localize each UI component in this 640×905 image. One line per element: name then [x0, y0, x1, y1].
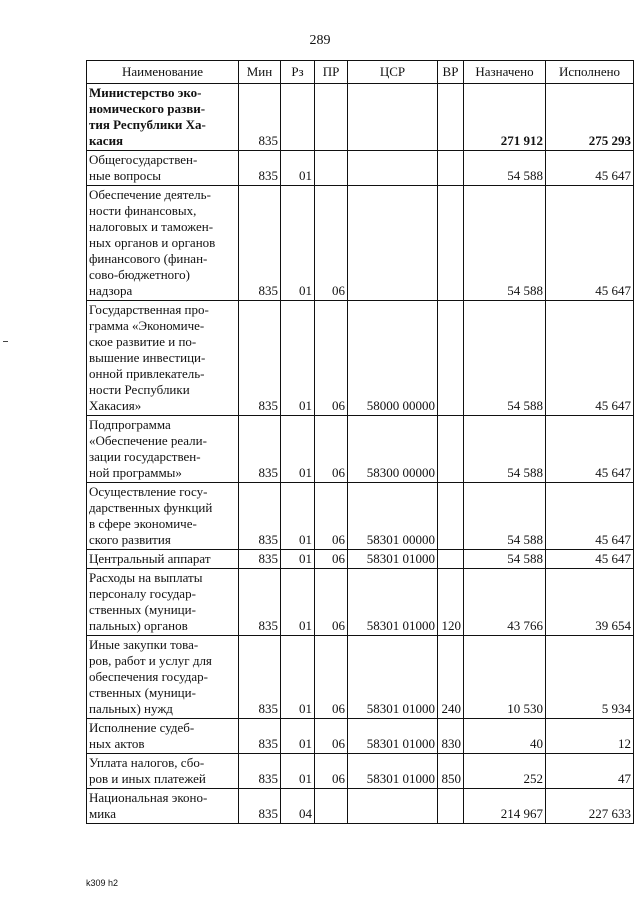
executed-cell: 39 654 [546, 569, 634, 636]
row-name-cell: Исполнение судеб- ных актов [87, 719, 239, 754]
executed-cell: 45 647 [546, 151, 634, 186]
executed-cell: 45 647 [546, 550, 634, 569]
min-cell: 835 [239, 84, 281, 151]
row-name-cell: Расходы на выплаты персоналу государ- ственных (муници- пальных) органов [87, 569, 239, 636]
min-cell: 835 [239, 186, 281, 301]
header-rz: Рз [281, 61, 315, 84]
vr-cell [438, 416, 464, 483]
rz-cell: 01 [281, 483, 315, 550]
vr-cell [438, 84, 464, 151]
csr-cell: 58301 01000 [348, 754, 438, 789]
assigned-cell: 43 766 [464, 569, 546, 636]
page-number: 289 [309, 33, 331, 48]
rz-cell: 01 [281, 151, 315, 186]
row-name-cell: Обеспечение деятель- ности финансовых, налоговых и таможен- ных органов и органов финансового (финан- сово-бюджетного) надзора [87, 186, 239, 301]
csr-cell [348, 151, 438, 186]
table-row [87, 754, 634, 789]
footer-code: k309 h2 [86, 878, 119, 888]
header-vr: ВР [438, 61, 464, 84]
min-cell: 835 [239, 483, 281, 550]
table-row [87, 151, 634, 186]
table-row [87, 569, 634, 636]
executed-cell: 45 647 [546, 416, 634, 483]
csr-cell: 58300 00000 [348, 416, 438, 483]
row-name-cell: Государственная про- грамма «Экономиче- ское развитие и по- вышение инвестици- онной привлекатель- ности Республики Хакасия» [87, 301, 239, 416]
row-name-cell: Иные закупки това- ров, работ и услуг для обеспечения государ- ственных (муници- пальных) нужд [87, 636, 239, 719]
vr-cell [438, 483, 464, 550]
pr-cell [315, 84, 348, 151]
assigned-cell: 54 588 [464, 550, 546, 569]
vr-cell: 240 [438, 636, 464, 719]
rz-cell: 01 [281, 186, 315, 301]
margin-mark [3, 341, 8, 342]
header-assigned: Назначено [464, 61, 546, 84]
table-row [87, 84, 634, 151]
header-executed: Исполнено [546, 61, 634, 84]
executed-cell: 12 [546, 719, 634, 754]
vr-cell [438, 151, 464, 186]
executed-cell: 45 647 [546, 483, 634, 550]
pr-cell [315, 151, 348, 186]
header-csr: ЦСР [348, 61, 438, 84]
pr-cell: 06 [315, 186, 348, 301]
assigned-cell: 54 588 [464, 301, 546, 416]
assigned-cell: 40 [464, 719, 546, 754]
pr-cell: 06 [315, 754, 348, 789]
pr-cell [315, 789, 348, 824]
table-row [87, 483, 634, 550]
pr-cell: 06 [315, 483, 348, 550]
pr-cell: 06 [315, 416, 348, 483]
table-row [87, 186, 634, 301]
rz-cell: 01 [281, 569, 315, 636]
csr-cell: 58301 00000 [348, 483, 438, 550]
table-row [87, 636, 634, 719]
min-cell: 835 [239, 151, 281, 186]
executed-cell: 45 647 [546, 301, 634, 416]
assigned-cell: 271 912 [464, 84, 546, 151]
assigned-cell: 54 588 [464, 416, 546, 483]
table-row [87, 789, 634, 824]
row-name-cell: Министерство эко- номического разви- тия Республики Ха- касия [87, 84, 239, 151]
assigned-cell: 54 588 [464, 186, 546, 301]
rz-cell: 01 [281, 754, 315, 789]
rz-cell: 04 [281, 789, 315, 824]
executed-cell: 5 934 [546, 636, 634, 719]
table-row [87, 550, 634, 569]
rz-cell: 01 [281, 301, 315, 416]
rz-cell: 01 [281, 416, 315, 483]
csr-cell: 58301 01000 [348, 636, 438, 719]
vr-cell: 120 [438, 569, 464, 636]
min-cell: 835 [239, 416, 281, 483]
min-cell: 835 [239, 719, 281, 754]
assigned-cell: 54 588 [464, 151, 546, 186]
rz-cell: 01 [281, 636, 315, 719]
csr-cell: 58301 01000 [348, 550, 438, 569]
vr-cell [438, 301, 464, 416]
assigned-cell: 54 588 [464, 483, 546, 550]
vr-cell [438, 186, 464, 301]
row-name-cell: Осуществление госу- дарственных функций в сфере экономиче- ского развития [87, 483, 239, 550]
assigned-cell: 252 [464, 754, 546, 789]
min-cell: 835 [239, 636, 281, 719]
row-name-cell: Общегосударствен- ные вопросы [87, 151, 239, 186]
vr-cell: 850 [438, 754, 464, 789]
vr-cell [438, 550, 464, 569]
min-cell: 835 [239, 789, 281, 824]
table-row [87, 719, 634, 754]
csr-cell [348, 84, 438, 151]
budget-table [86, 60, 634, 824]
pr-cell: 06 [315, 301, 348, 416]
pr-cell: 06 [315, 550, 348, 569]
rz-cell [281, 84, 315, 151]
pr-cell: 06 [315, 719, 348, 754]
table-row [87, 416, 634, 483]
row-name-cell: Подпрограмма «Обеспечение реали- зации государствен- ной программы» [87, 416, 239, 483]
executed-cell: 47 [546, 754, 634, 789]
csr-cell: 58301 01000 [348, 719, 438, 754]
csr-cell: 58301 01000 [348, 569, 438, 636]
csr-cell: 58000 00000 [348, 301, 438, 416]
rz-cell: 01 [281, 550, 315, 569]
vr-cell [438, 789, 464, 824]
min-cell: 835 [239, 754, 281, 789]
header-min: Мин [239, 61, 281, 84]
rz-cell: 01 [281, 719, 315, 754]
header-row [87, 61, 634, 84]
assigned-cell: 10 530 [464, 636, 546, 719]
min-cell: 835 [239, 569, 281, 636]
table-row [87, 301, 634, 416]
row-name-cell: Уплата налогов, сбо- ров и иных платежей [87, 754, 239, 789]
row-name-cell: Национальная эконо- мика [87, 789, 239, 824]
vr-cell: 830 [438, 719, 464, 754]
min-cell: 835 [239, 550, 281, 569]
pr-cell: 06 [315, 569, 348, 636]
executed-cell: 227 633 [546, 789, 634, 824]
executed-cell: 45 647 [546, 186, 634, 301]
pr-cell: 06 [315, 636, 348, 719]
header-name: Наименование [87, 61, 239, 84]
table-body [87, 84, 634, 824]
assigned-cell: 214 967 [464, 789, 546, 824]
csr-cell [348, 789, 438, 824]
executed-cell: 275 293 [546, 84, 634, 151]
header-pr: ПР [315, 61, 348, 84]
row-name-cell: Центральный аппарат [87, 550, 239, 569]
min-cell: 835 [239, 301, 281, 416]
csr-cell [348, 186, 438, 301]
